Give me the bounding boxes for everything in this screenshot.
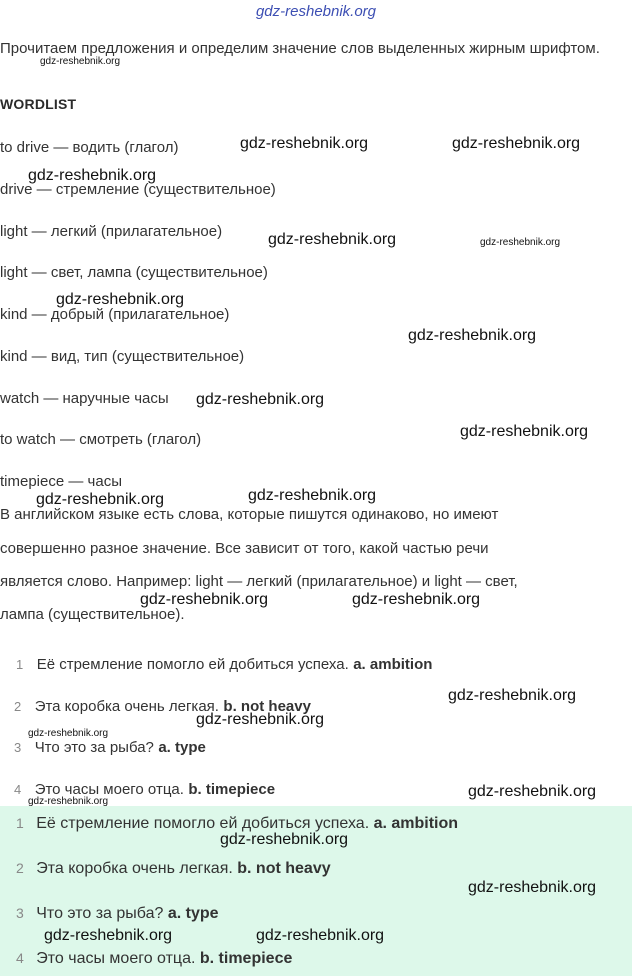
answer-number: 4 <box>16 950 24 966</box>
wordlist-item: timepiece — часы <box>0 473 122 490</box>
answer-choice: a. type <box>158 739 206 756</box>
watermark: gdz-reshebnik.org <box>408 327 537 344</box>
answer-sentence: Её стремление помогло ей добиться успеха. <box>36 815 370 832</box>
watermark: gdz-reshebnik.org <box>44 927 173 944</box>
watermark: gdz-reshebnik.org <box>140 591 269 608</box>
watermark: gdz-reshebnik.org <box>352 591 481 608</box>
highlighted-answer-item <box>16 860 331 878</box>
watermark: gdz-reshebnik.org <box>36 491 165 508</box>
watermark: gdz-reshebnik.org <box>196 391 325 408</box>
wordlist-item: kind — вид, тип (существительное) <box>0 348 245 365</box>
answer-sentence: Эта коробка очень легкая. <box>36 860 233 877</box>
wordlist-item: to drive — водить (глагол) <box>0 139 179 156</box>
site-title-link[interactable]: gdz-reshebnik.org <box>255 3 377 20</box>
answer-number: 2 <box>14 699 22 714</box>
watermark: gdz-reshebnik.org <box>452 135 581 152</box>
answer-sentence: Это часы моего отца. <box>36 950 196 967</box>
watermark: gdz-reshebnik.org <box>196 711 325 728</box>
answer-item <box>16 656 432 674</box>
wordlist-heading: WORDLIST <box>0 96 77 112</box>
watermark: gdz-reshebnik.org <box>448 687 577 704</box>
answer-choice: a. ambition <box>353 656 433 673</box>
answer-choice: b. not heavy <box>223 698 311 715</box>
answer-sentence: Что это за рыба? <box>36 905 164 922</box>
answer-number: 1 <box>16 815 24 831</box>
paragraph-line: совершенно разное значение. Все зависит от того, какой частью речи <box>0 540 489 557</box>
watermark: gdz-reshebnik.org <box>248 487 377 504</box>
wordlist-item: kind — добрый (прилагательное) <box>0 306 230 323</box>
answer-choice: b. timepiece <box>199 950 293 967</box>
watermark: gdz-reshebnik.org <box>28 167 157 184</box>
watermark: gdz-reshebnik.org <box>480 237 561 248</box>
answer-sentence: Что это за рыба? <box>34 739 154 756</box>
answer-sentence: Эта коробка очень легкая. <box>34 698 219 715</box>
watermark: gdz-reshebnik.org <box>40 56 121 67</box>
answer-number: 4 <box>14 782 22 797</box>
wordlist-item: watch — наручные часы <box>0 390 169 407</box>
watermark: gdz-reshebnik.org <box>28 796 109 807</box>
answer-number: 3 <box>14 740 22 755</box>
watermark: gdz-reshebnik.org <box>220 831 349 848</box>
watermark: gdz-reshebnik.org <box>240 135 369 152</box>
answer-choice: a. type <box>167 905 219 922</box>
paragraph-line: является слово. Например: light — легкий (прилагательное) и light — свет, <box>0 573 518 590</box>
watermark: gdz-reshebnik.org <box>56 291 185 308</box>
watermark: gdz-reshebnik.org <box>468 783 597 800</box>
answer-sentence: Это часы моего отца. <box>34 781 184 798</box>
wordlist-item: light — легкий (прилагательное) <box>0 223 223 240</box>
paragraph-line: В английском языке есть слова, которые пишутся одинаково, но имеют <box>0 506 499 523</box>
answer-sentence: Её стремление помогло ей добиться успеха. <box>36 656 349 673</box>
answer-choice: b. not heavy <box>237 860 331 877</box>
answer-number: 2 <box>16 860 24 876</box>
watermark: gdz-reshebnik.org <box>468 879 597 896</box>
highlighted-answer-item <box>16 905 219 923</box>
watermark: gdz-reshebnik.org <box>28 728 109 739</box>
wordlist-item: drive — стремление (существительное) <box>0 181 276 198</box>
wordlist-item: to watch — смотреть (глагол) <box>0 431 202 448</box>
answer-item <box>14 739 206 757</box>
answer-choice: a. ambition <box>373 815 459 832</box>
answer-choice: b. timepiece <box>188 781 276 798</box>
highlighted-answer-item <box>16 950 292 968</box>
intro-text: Прочитаем предложения и определим значение слов выделенных жирным шрифтом. <box>0 40 600 57</box>
watermark: gdz-reshebnik.org <box>460 423 589 440</box>
watermark: gdz-reshebnik.org <box>268 231 397 248</box>
wordlist-item: light — свет, лампа (существительное) <box>0 264 268 281</box>
paragraph-line: лампа (существительное). <box>0 606 185 623</box>
watermark: gdz-reshebnik.org <box>256 927 385 944</box>
answer-number: 1 <box>16 657 24 672</box>
answer-number: 3 <box>16 905 24 921</box>
